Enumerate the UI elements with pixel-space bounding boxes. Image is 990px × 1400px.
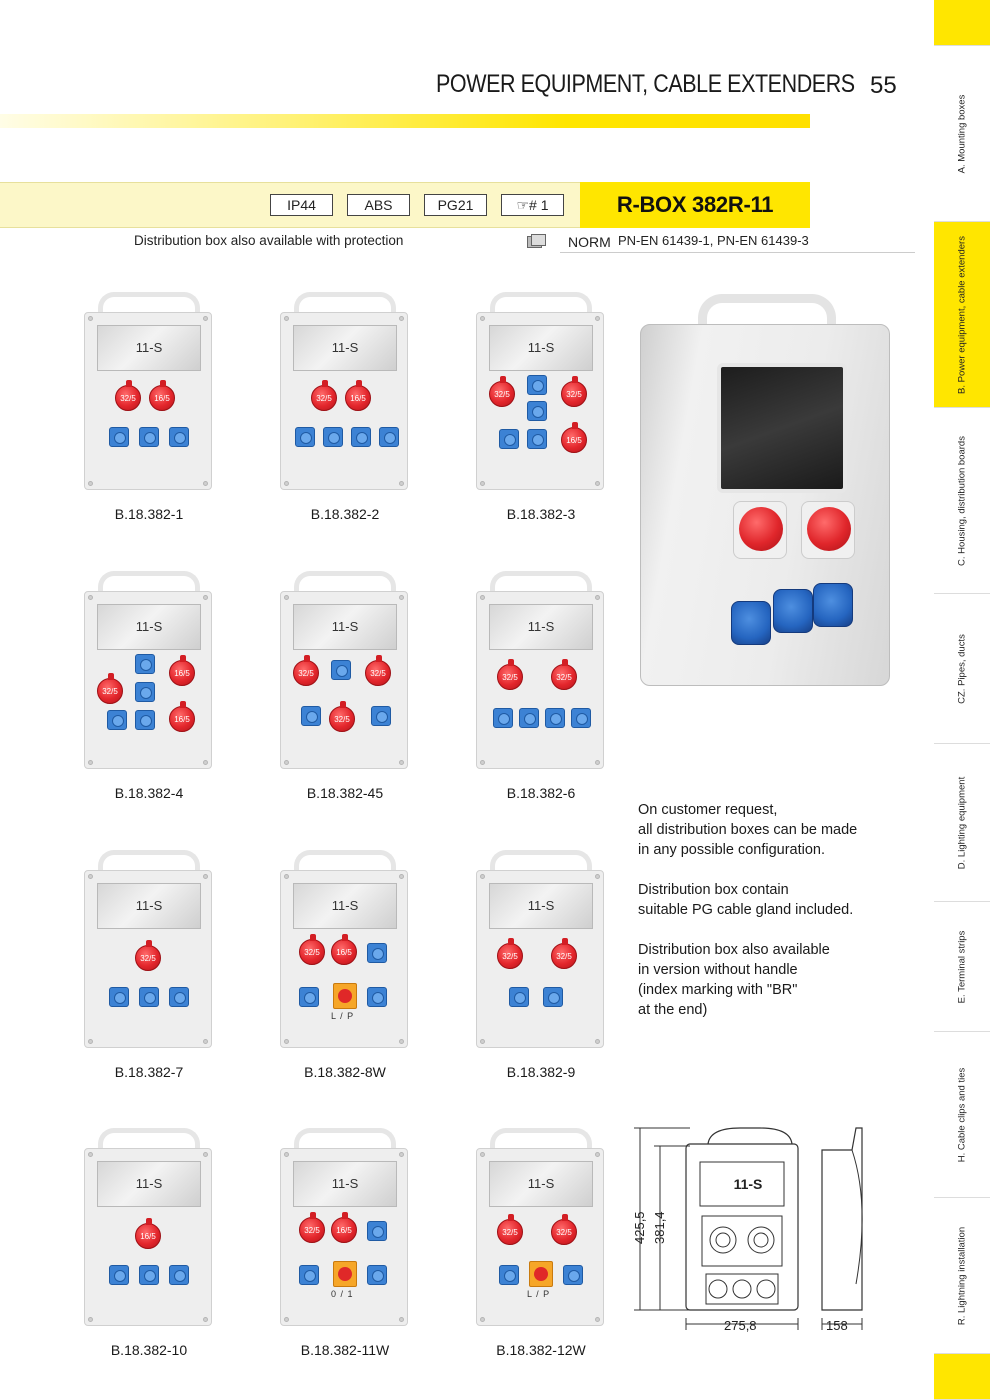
box-illustration: [84, 1128, 214, 1328]
socket-cap: [160, 380, 166, 387]
box-body: [280, 870, 408, 1048]
box-body: [476, 591, 604, 769]
dim-total-height: 425,5: [632, 1211, 647, 1244]
blue-socket-icon: [169, 1265, 189, 1285]
red-socket-icon: [551, 943, 577, 969]
switch-label: L / P: [527, 1289, 551, 1299]
box-window: [97, 1161, 201, 1207]
dim-body-height: 381,4: [652, 1211, 667, 1244]
socket-rating: 32/5: [140, 954, 156, 963]
socket-cap: [562, 938, 568, 945]
box-illustration: [280, 1128, 410, 1328]
socket-cap: [310, 934, 316, 941]
screw-icon: [203, 595, 208, 600]
box-illustration: [84, 292, 214, 492]
screw-icon: [284, 481, 289, 486]
red-socket-icon: [97, 678, 123, 704]
box-code: B.18.382-10: [110, 1342, 188, 1358]
product-photo: [640, 294, 892, 688]
socket-rating: 32/5: [102, 687, 118, 696]
socket-cap: [562, 1214, 568, 1221]
screw-icon: [203, 1039, 208, 1044]
box-illustration: [476, 1128, 606, 1328]
blue-socket-icon: [367, 943, 387, 963]
screw-icon: [284, 1152, 289, 1157]
distribution-box-item: [476, 292, 606, 524]
box-illustration: [84, 850, 214, 1050]
red-socket-icon: [497, 664, 523, 690]
blue-socket-icon: [139, 1265, 159, 1285]
info-paragraph-3: Distribution box also available in version without handle (index marking with "BR" at the end): [638, 942, 830, 1018]
section-tabs: [934, 0, 990, 1400]
blue-socket-icon: [499, 1265, 519, 1285]
screw-icon: [203, 1317, 208, 1322]
tab-housing[interactable]: C. Housing, distribution boards: [934, 408, 990, 594]
screw-icon: [480, 1039, 485, 1044]
red-socket-icon: [169, 660, 195, 686]
box-code: B.18.382-3: [506, 506, 576, 522]
photo-blue-socket: [773, 589, 813, 633]
screw-icon: [480, 1152, 485, 1157]
tab-edge-bottom: [934, 1354, 990, 1400]
blue-socket-icon: [493, 708, 513, 728]
box-code: B.18.382-8W: [304, 1064, 386, 1080]
box-window-label: 11-S: [331, 619, 359, 634]
blue-socket-icon: [169, 987, 189, 1007]
box-body: [280, 591, 408, 769]
screw-icon: [399, 595, 404, 600]
box-body: [476, 312, 604, 490]
screw-icon: [88, 1039, 93, 1044]
screw-icon: [595, 316, 600, 321]
box-body: [280, 312, 408, 490]
blue-socket-icon: [527, 429, 547, 449]
screw-icon: [595, 1152, 600, 1157]
box-window: [489, 883, 593, 929]
box-window-label: 11-S: [527, 1176, 555, 1191]
dim-width: 275,8: [724, 1318, 757, 1333]
socket-cap: [340, 701, 346, 708]
screw-icon: [284, 595, 289, 600]
box-illustration: [280, 850, 410, 1050]
spec-tag-gland: PG21: [424, 194, 487, 216]
socket-cap: [146, 940, 152, 947]
info-paragraph-1: On customer request, all distribution boxes can be made in any possible configuration.: [638, 802, 858, 858]
screw-icon: [595, 760, 600, 765]
socket-rating: 32/5: [566, 390, 582, 399]
blue-socket-icon: [299, 987, 319, 1007]
box-code: B.18.382-4: [114, 785, 184, 801]
blue-socket-icon: [135, 682, 155, 702]
distribution-box-item: [280, 1128, 410, 1360]
box-window-label: 11-S: [527, 340, 555, 355]
photo-blue-socket: [813, 583, 853, 627]
screw-icon: [480, 316, 485, 321]
box-body: [84, 591, 212, 769]
screw-icon: [88, 1152, 93, 1157]
blue-socket-icon: [571, 708, 591, 728]
socket-rating: 32/5: [304, 1226, 320, 1235]
info-paragraph-2: Distribution box contain suitable PG cable gland included.: [638, 882, 854, 918]
blue-socket-icon: [323, 427, 343, 447]
box-code: B.18.382-7: [114, 1064, 184, 1080]
blue-socket-icon: [139, 427, 159, 447]
socket-panel: [97, 375, 201, 485]
red-socket-icon: [551, 1219, 577, 1245]
box-illustration: [280, 292, 410, 492]
tab-pipes-ducts[interactable]: CZ. Pipes, ducts: [934, 594, 990, 744]
tab-lightning[interactable]: R. Lightning installation: [934, 1198, 990, 1354]
screw-icon: [203, 1152, 208, 1157]
blue-socket-icon: [351, 427, 371, 447]
box-body: [84, 870, 212, 1048]
screw-icon: [399, 316, 404, 321]
box-window-label: 11-S: [135, 340, 163, 355]
socket-rating: 16/5: [336, 948, 352, 957]
box-window: [293, 325, 397, 371]
box-window-label: 11-S: [135, 1176, 163, 1191]
socket-panel: [97, 654, 201, 764]
rotary-switch-icon: [333, 1261, 357, 1287]
socket-cap: [572, 376, 578, 383]
screw-icon: [284, 1317, 289, 1322]
box-window-label: 11-S: [331, 898, 359, 913]
screw-icon: [595, 595, 600, 600]
blue-socket-icon: [135, 710, 155, 730]
box-window: [489, 325, 593, 371]
blue-socket-icon: [499, 429, 519, 449]
spec-tag-pack: ☞# 1: [501, 194, 564, 216]
blue-socket-icon: [107, 710, 127, 730]
screw-icon: [480, 760, 485, 765]
norm-standards: PN-EN 61439-1, PN-EN 61439-3: [618, 233, 809, 248]
red-socket-icon: [489, 381, 515, 407]
screw-icon: [399, 874, 404, 879]
socket-panel: [489, 1211, 593, 1321]
box-window-label: 11-S: [135, 619, 163, 634]
screw-icon: [88, 1317, 93, 1322]
socket-rating: 16/5: [350, 394, 366, 403]
socket-rating: 32/5: [502, 673, 518, 682]
technical-drawing: [630, 1124, 900, 1344]
screw-icon: [284, 316, 289, 321]
blue-socket-icon: [543, 987, 563, 1007]
red-socket-icon: [299, 939, 325, 965]
screw-icon: [203, 874, 208, 879]
blue-socket-icon: [109, 427, 129, 447]
blue-socket-icon: [295, 427, 315, 447]
blue-socket-icon: [331, 660, 351, 680]
screw-icon: [88, 316, 93, 321]
socket-rating: 32/5: [370, 669, 386, 678]
socket-cap: [342, 1212, 348, 1219]
photo-red-socket: [801, 501, 855, 559]
tab-cable-clips[interactable]: H. Cable clips and ties: [934, 1032, 990, 1198]
box-window-label: 11-S: [135, 898, 163, 913]
screw-icon: [480, 1317, 485, 1322]
screw-icon: [88, 874, 93, 879]
socket-rating: 16/5: [140, 1232, 156, 1241]
blue-socket-icon: [509, 987, 529, 1007]
photo-red-socket: [733, 501, 787, 559]
red-socket-icon: [331, 1217, 357, 1243]
socket-rating: 16/5: [336, 1226, 352, 1235]
box-window: [97, 604, 201, 650]
distribution-box-item: [476, 1128, 606, 1360]
box-window-label: 11-S: [331, 1176, 359, 1191]
socket-cap: [376, 655, 382, 662]
blue-socket-icon: [301, 706, 321, 726]
photo-blue-socket: [731, 601, 771, 645]
socket-panel: [97, 933, 201, 1043]
box-window: [293, 604, 397, 650]
socket-cap: [508, 659, 514, 666]
box-window-label: 11-S: [527, 619, 555, 634]
box-window: [97, 325, 201, 371]
screw-icon: [595, 1039, 600, 1044]
distribution-box-item: [84, 571, 214, 803]
socket-cap: [126, 380, 132, 387]
box-window-label: 11-S: [331, 340, 359, 355]
distribution-box-item: [280, 850, 410, 1082]
blue-socket-icon: [563, 1265, 583, 1285]
screw-icon: [480, 595, 485, 600]
screw-icon: [480, 481, 485, 486]
product-name: R-BOX 382R-11: [580, 182, 810, 228]
socket-panel: [293, 933, 397, 1043]
drawing-window-label: 11-S: [733, 1176, 763, 1192]
distribution-box-item: [476, 850, 606, 1082]
screw-icon: [399, 481, 404, 486]
socket-cap: [500, 376, 506, 383]
box-illustration: [476, 292, 606, 492]
socket-cap: [322, 380, 328, 387]
socket-panel: [97, 1211, 201, 1321]
socket-cap: [508, 1214, 514, 1221]
divider: [560, 252, 915, 253]
screw-icon: [284, 760, 289, 765]
screw-icon: [399, 760, 404, 765]
box-illustration: [476, 571, 606, 771]
screw-icon: [88, 481, 93, 486]
rotary-switch-icon: [333, 983, 357, 1009]
drawing-lines: [630, 1124, 900, 1344]
screw-icon: [88, 595, 93, 600]
distribution-box-item: [280, 571, 410, 803]
header-accent-bar: [0, 114, 810, 128]
screw-icon: [284, 874, 289, 879]
blue-socket-icon: [371, 706, 391, 726]
switch-label: L / P: [331, 1011, 355, 1021]
distribution-box-item: [84, 1128, 214, 1360]
box-illustration: [280, 571, 410, 771]
socket-rating: 32/5: [556, 673, 572, 682]
red-socket-icon: [149, 385, 175, 411]
box-body: [84, 312, 212, 490]
socket-panel: [293, 375, 397, 485]
blue-socket-icon: [379, 427, 399, 447]
socket-rating: 32/5: [502, 952, 518, 961]
distribution-box-item: [84, 850, 214, 1082]
distribution-box-item: [476, 571, 606, 803]
socket-panel: [293, 654, 397, 764]
socket-cap: [356, 380, 362, 387]
blue-socket-icon: [135, 654, 155, 674]
spec-tag-material: ABS: [347, 194, 410, 216]
socket-cap: [304, 655, 310, 662]
box-code: B.18.382-11W: [300, 1342, 390, 1358]
socket-cap: [562, 659, 568, 666]
photo-window: [717, 363, 847, 493]
screw-icon: [284, 1039, 289, 1044]
red-socket-icon: [561, 381, 587, 407]
red-socket-icon: [115, 385, 141, 411]
socket-rating: 32/5: [502, 1228, 518, 1237]
norm-label: NORM: [568, 234, 611, 250]
box-body: [476, 1148, 604, 1326]
screw-icon: [399, 1039, 404, 1044]
red-socket-icon: [293, 660, 319, 686]
red-socket-icon: [329, 706, 355, 732]
screw-icon: [399, 1317, 404, 1322]
box-code: B.18.382-6: [506, 785, 576, 801]
socket-rating: 32/5: [120, 394, 136, 403]
blue-socket-icon: [367, 1221, 387, 1241]
box-code: B.18.382-1: [114, 506, 184, 522]
blue-socket-icon: [299, 1265, 319, 1285]
socket-rating: 32/5: [316, 394, 332, 403]
box-code: B.18.382-2: [310, 506, 380, 522]
rotary-switch-icon: [529, 1261, 553, 1287]
screw-icon: [399, 1152, 404, 1157]
socket-panel: [293, 1211, 397, 1321]
socket-cap: [146, 1218, 152, 1225]
box-window: [489, 604, 593, 650]
socket-cap: [572, 422, 578, 429]
socket-cap: [508, 938, 514, 945]
socket-panel: [489, 933, 593, 1043]
tab-terminal-strips[interactable]: E. Terminal strips: [934, 902, 990, 1032]
screw-icon: [595, 481, 600, 486]
red-socket-icon: [365, 660, 391, 686]
photo-body: [640, 324, 890, 686]
red-socket-icon: [169, 706, 195, 732]
box-code: B.18.382-9: [506, 1064, 576, 1080]
red-socket-icon: [135, 1223, 161, 1249]
red-socket-icon: [311, 385, 337, 411]
box-window: [489, 1161, 593, 1207]
blue-socket-icon: [527, 401, 547, 421]
distribution-box-item: [84, 292, 214, 524]
tab-power-equipment[interactable]: B. Power equipment, cable extenders: [934, 222, 990, 408]
blue-socket-icon: [169, 427, 189, 447]
red-socket-icon: [497, 943, 523, 969]
blue-socket-icon: [367, 987, 387, 1007]
socket-rating: 32/5: [304, 948, 320, 957]
box-code: B.18.382-45: [306, 785, 384, 801]
book-icon: [527, 234, 547, 248]
socket-rating: 32/5: [298, 669, 314, 678]
screw-icon: [88, 760, 93, 765]
tab-lighting[interactable]: D. Lighting equipment: [934, 744, 990, 902]
socket-rating: 16/5: [154, 394, 170, 403]
box-window: [293, 1161, 397, 1207]
socket-rating: 16/5: [566, 436, 582, 445]
red-socket-icon: [497, 1219, 523, 1245]
socket-rating: 32/5: [494, 390, 510, 399]
screw-icon: [595, 1317, 600, 1322]
socket-rating: 16/5: [174, 669, 190, 678]
socket-panel: [489, 654, 593, 764]
socket-cap: [180, 701, 186, 708]
page-number: 55: [870, 72, 897, 99]
distribution-box-item: [280, 292, 410, 524]
screw-icon: [203, 316, 208, 321]
box-body: [280, 1148, 408, 1326]
screw-icon: [203, 760, 208, 765]
box-body: [476, 870, 604, 1048]
page-title: POWER EQUIPMENT, CABLE EXTENDERS: [436, 70, 855, 98]
blue-socket-icon: [367, 1265, 387, 1285]
socket-panel: [489, 375, 593, 485]
blue-socket-icon: [109, 1265, 129, 1285]
blue-socket-icon: [519, 708, 539, 728]
blue-socket-icon: [527, 375, 547, 395]
box-illustration: [84, 571, 214, 771]
spec-tag-ip: IP44: [270, 194, 333, 216]
socket-cap: [180, 655, 186, 662]
blue-socket-icon: [109, 987, 129, 1007]
socket-cap: [342, 934, 348, 941]
socket-rating: 32/5: [334, 715, 350, 724]
socket-cap: [108, 673, 114, 680]
red-socket-icon: [345, 385, 371, 411]
socket-rating: 32/5: [556, 1228, 572, 1237]
dim-depth: 158: [826, 1318, 848, 1333]
red-socket-icon: [331, 939, 357, 965]
red-socket-icon: [299, 1217, 325, 1243]
box-body: [84, 1148, 212, 1326]
box-window: [97, 883, 201, 929]
box-illustration: [476, 850, 606, 1050]
screw-icon: [595, 874, 600, 879]
socket-rating: 16/5: [174, 715, 190, 724]
protection-note: Distribution box also available with protection: [134, 233, 404, 248]
red-socket-icon: [561, 427, 587, 453]
blue-socket-icon: [545, 708, 565, 728]
screw-icon: [203, 481, 208, 486]
switch-label: 0 / 1: [331, 1289, 354, 1299]
screw-icon: [480, 874, 485, 879]
box-window-label: 11-S: [527, 898, 555, 913]
blue-socket-icon: [139, 987, 159, 1007]
tab-mounting-boxes[interactable]: A. Mounting boxes: [934, 46, 990, 222]
socket-rating: 32/5: [556, 952, 572, 961]
tab-edge-top: [934, 0, 990, 46]
socket-cap: [310, 1212, 316, 1219]
box-window: [293, 883, 397, 929]
red-socket-icon: [551, 664, 577, 690]
red-socket-icon: [135, 945, 161, 971]
box-code: B.18.382-12W: [496, 1342, 586, 1358]
